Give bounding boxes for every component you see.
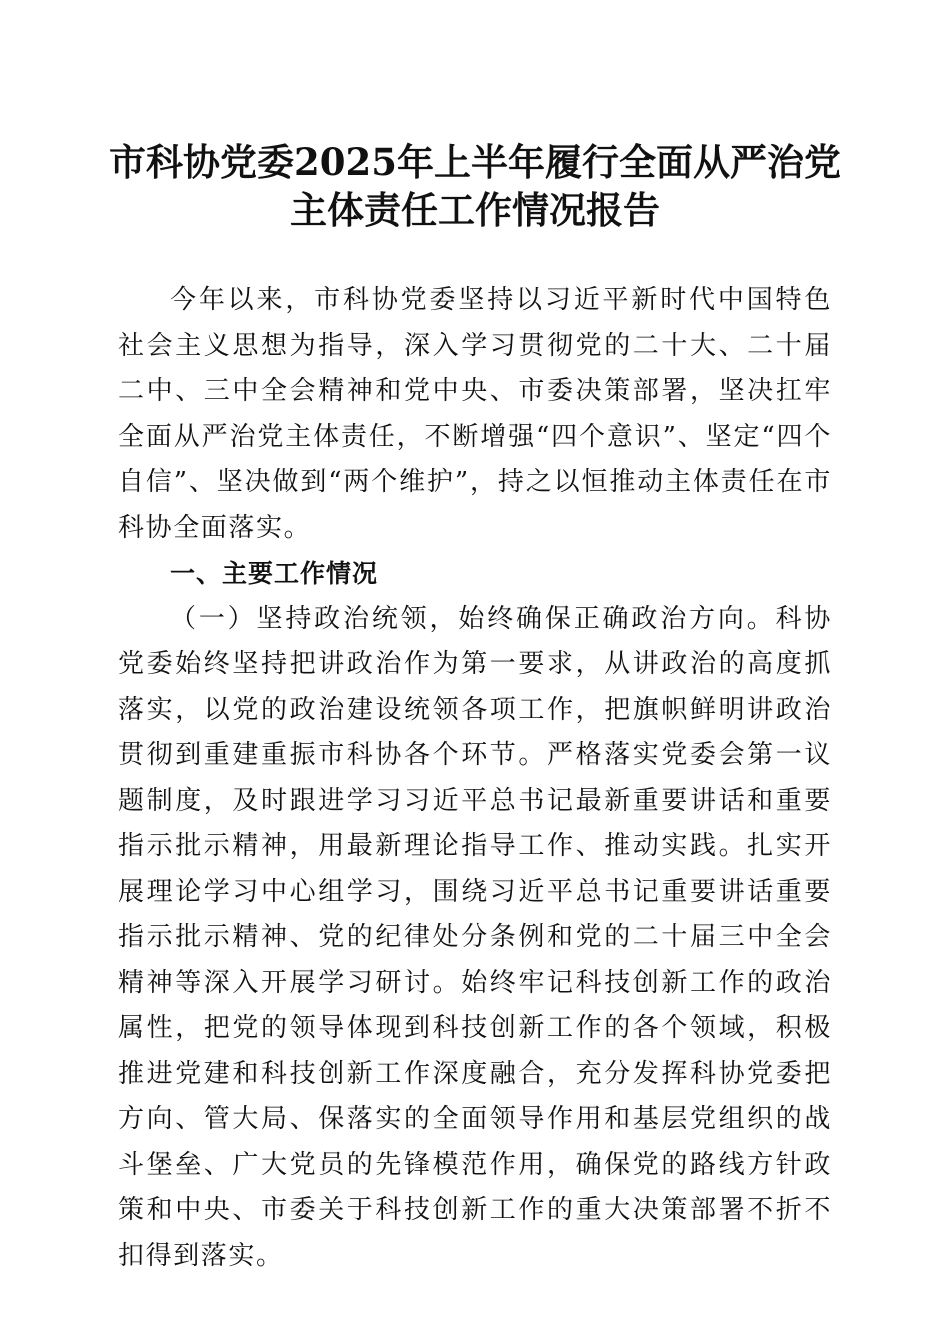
subsection-paragraph bbox=[118, 597, 832, 1280]
intro-paragraph: 今年以来，市科协党委坚持以习近平新时代中国特色社会主义思想为指导，深入学习贯彻党的二十大、二十届二中、三中全会精神和党中央、市委决策部署，坚决扛牢全面从严治党主体责任，不断增强“四个意识”、坚定“四个自信”、坚决做到“两个维护”，持之以恒推动主体责任在市科协全面落实。 bbox=[118, 285, 832, 543]
document-title bbox=[100, 138, 850, 234]
title-line-2: 主体责任工作情况报告 bbox=[290, 188, 660, 232]
document-body bbox=[118, 278, 832, 1279]
section-heading: 一、主要工作情况 bbox=[170, 559, 379, 588]
subsection-lead: （一）坚持政治统领，始终确保正确政治方向。 bbox=[170, 603, 776, 634]
title-line-1: 市科协党委2025年上半年履行全面从严治党 bbox=[109, 140, 841, 184]
subsection-body: 科协党委始终坚持把讲政治作为第一要求，从讲政治的高度抓落实，以党的政治建设统领各项工作，把旗帜鲜明讲政治贯彻到重建重振市科协各个环节。严格落实党委会第一议题制度，及时跟进学习习近平总书记最新重要讲话和重要指示批示精神，用最新理论指导工作、推动实践。扎实开展理论学习中心组学习，围绕习近平总书记重要讲话重要指示批示精神、党的纪律处分条例和党的二十届三中全会精神等深入开展学习研讨。始终牢记科技创新工作的政治属性，把党的领导体现到科技创新工作的各个领域，积极推进党建和科技创新工作深度融合，充分发挥科协党委把方向、管大局、保落实的全面领导作用和基层党组织的战斗堡垒、广大党员的先锋模范作用，确保党的路线方针政策和中央、市委关于科技创新工作的重大决策部署不折不扣得到落实。 bbox=[118, 603, 832, 1271]
